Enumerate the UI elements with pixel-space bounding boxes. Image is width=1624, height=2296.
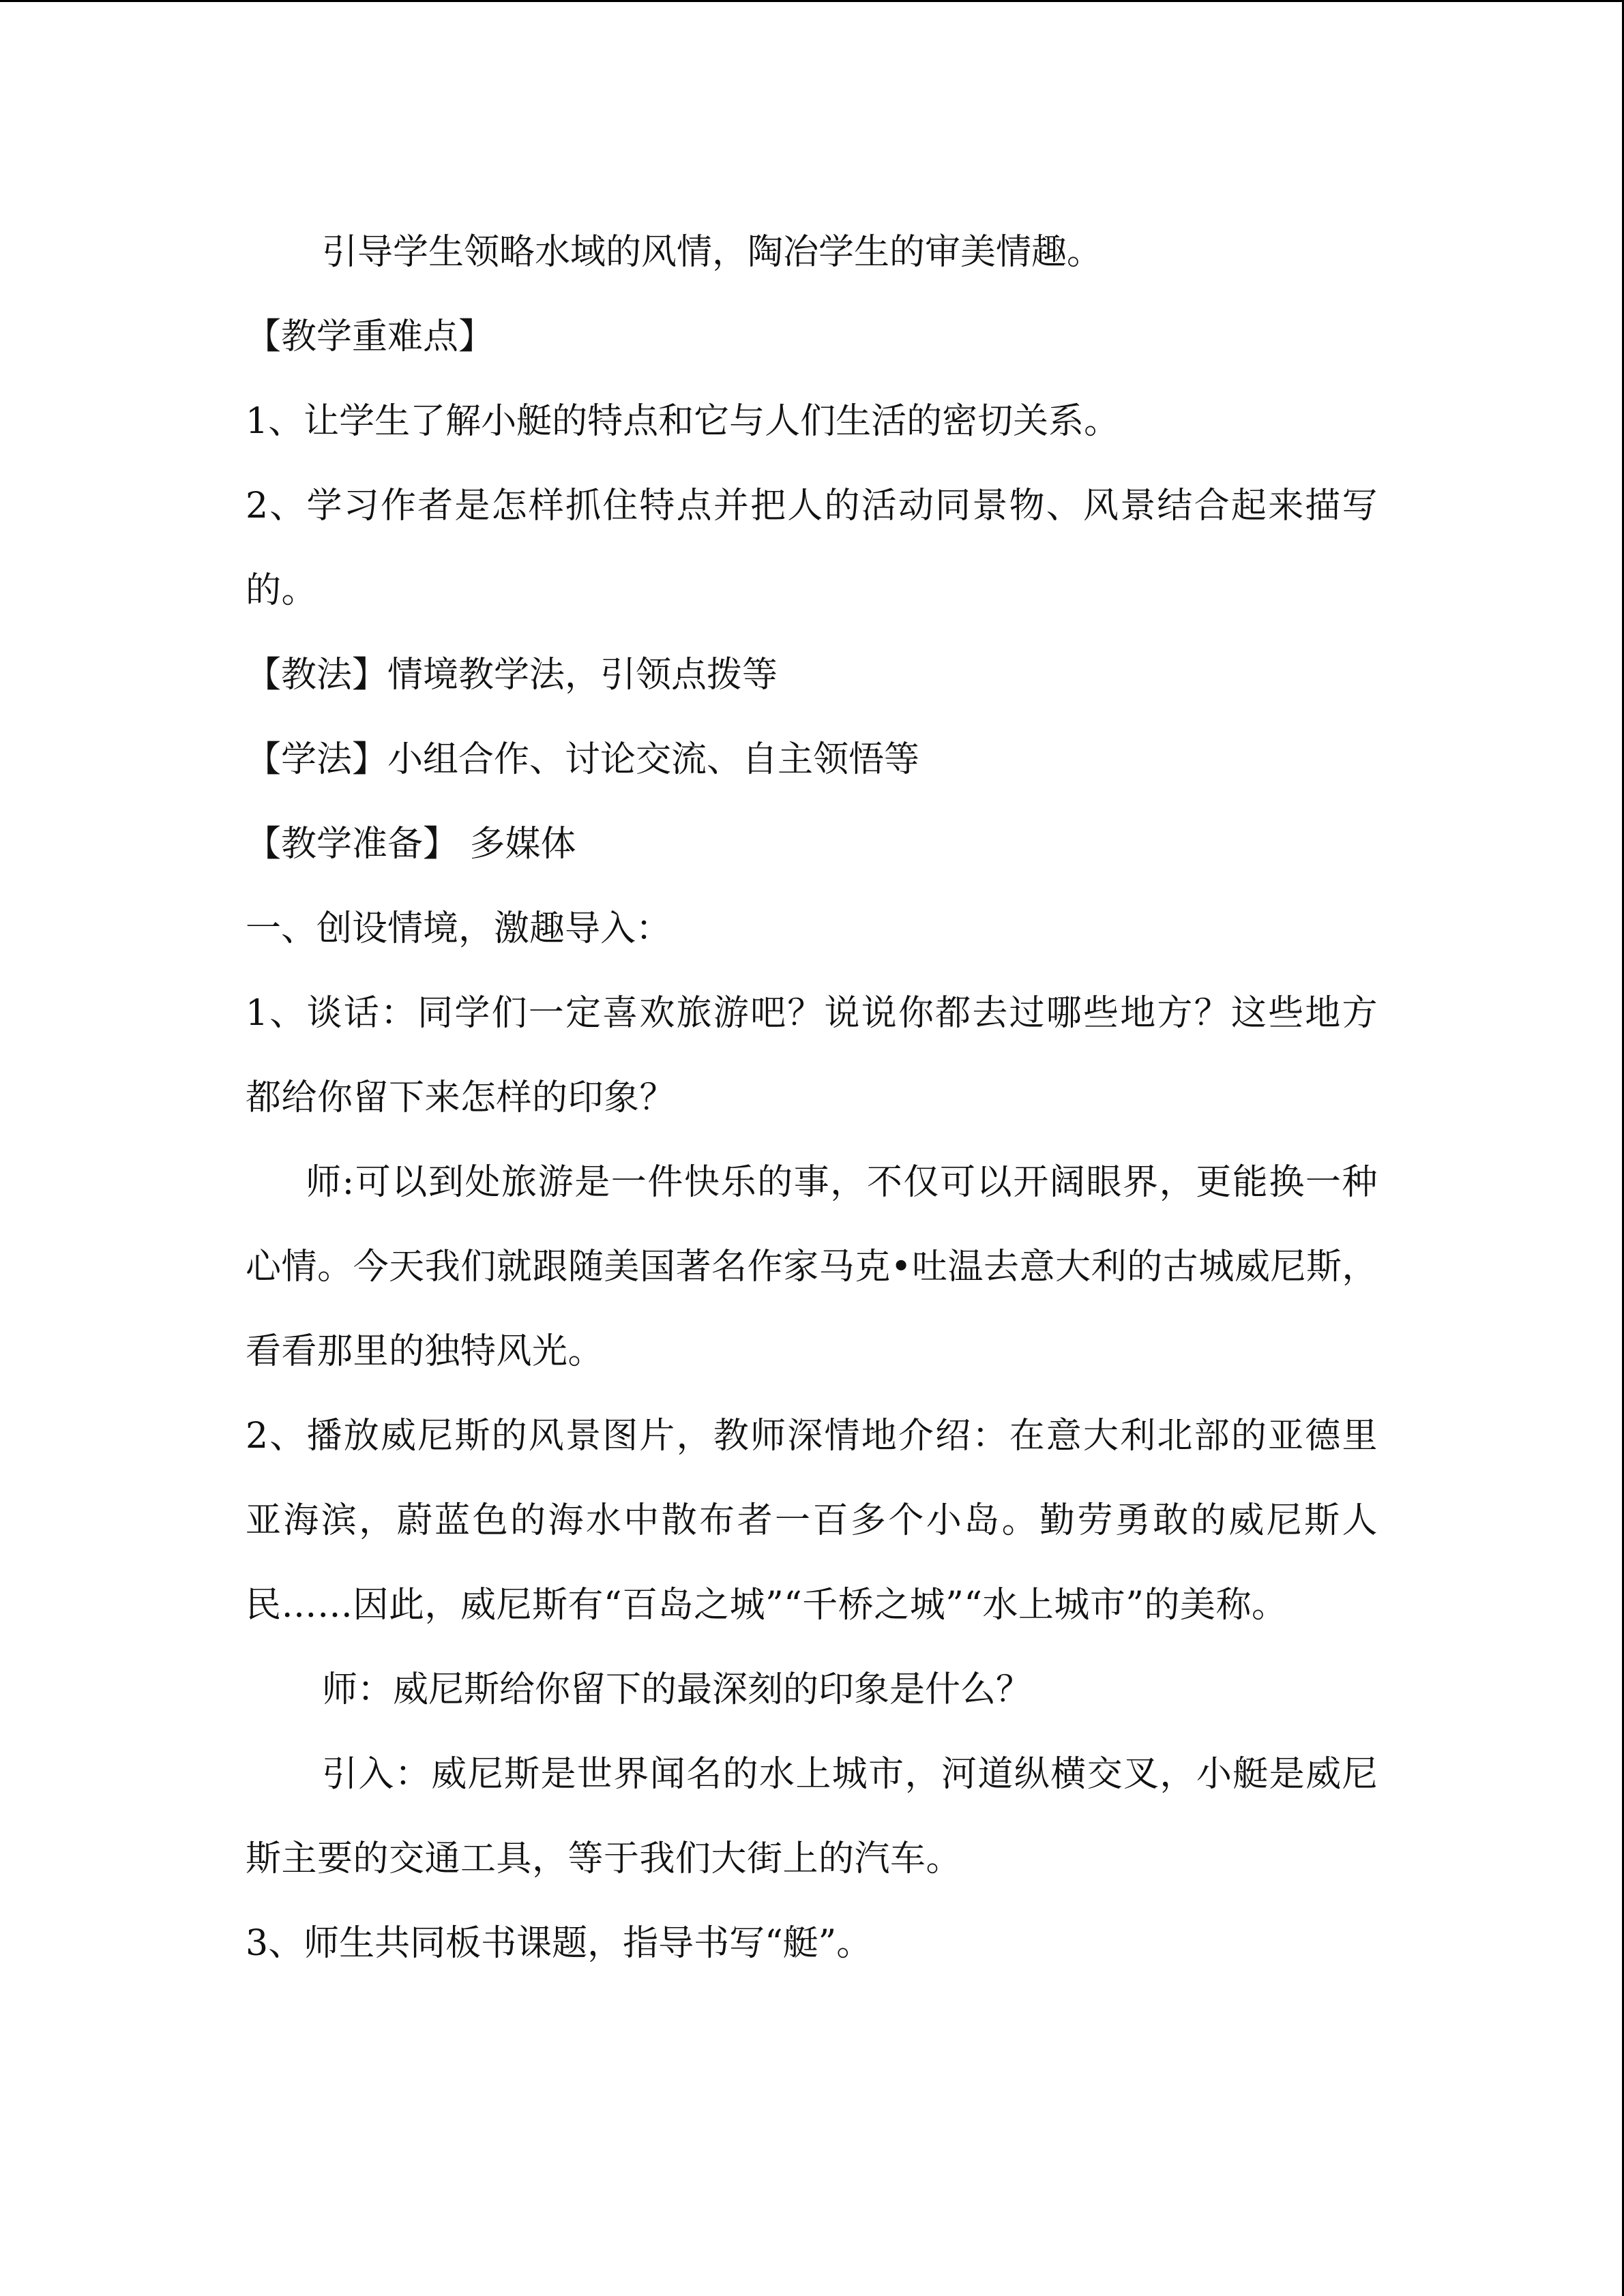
- paragraph-step-1: 1、谈话：同学们一定喜欢旅游吧？说说你都去过哪些地方？这些地方都给你留下来怎样的印象？: [246, 993, 1378, 1118]
- paragraph-teacher-2: 师：威尼斯给你留下的最深刻的印象是什么？: [322, 1669, 1032, 1710]
- paragraph-preparation: 【教学准备】 多媒体: [246, 824, 576, 865]
- section-heading-1: 一、创设情境，激趣导入：: [246, 908, 672, 949]
- paragraph-key-1: 1、让学生了解小艇的特点和它与人们生活的密切关系。: [246, 401, 1120, 442]
- document-body: [246, 210, 1378, 1986]
- paragraph-teacher-1: 师:可以到处旅游是一件快乐的事，不仅可以开阔眼界，更能换一种心情。今天我们就跟随美国著名作家马克•吐温去意大利的古城威尼斯，看看那里的独特风光。: [246, 1162, 1378, 1372]
- paragraph-goal: 引导学生领略水域的风情，陶冶学生的审美情趣。: [322, 232, 1103, 273]
- heading-key-points: 【教学重难点】: [246, 316, 494, 357]
- paragraph-learning-method: 【学法】小组合作、讨论交流、自主领悟等: [246, 739, 920, 780]
- paragraph-step-3: 3、师生共同板书课题，指导书写“艇”。: [246, 1923, 872, 1964]
- paragraph-teaching-method: 【教法】情境教学法，引领点拨等: [246, 655, 778, 696]
- paragraph-key-2: 2、学习作者是怎样抓住特点并把人的活动同景物、风景结合起来描写的。: [246, 486, 1378, 611]
- paragraph-intro: 引入：威尼斯是世界闻名的水上城市，河道纵横交叉，小艇是威尼斯主要的交通工具，等于我们大街上的汽车。: [246, 1754, 1378, 1879]
- paragraph-step-2: 2、播放威尼斯的风景图片，教师深情地介绍：在意大利北部的亚德里亚海滨，蔚蓝色的海水中散布者一百多个小岛。勤劳勇敢的威尼斯人民……因此，威尼斯有“百岛之城”“千桥之城”“水上城市”的美称。: [246, 1416, 1378, 1626]
